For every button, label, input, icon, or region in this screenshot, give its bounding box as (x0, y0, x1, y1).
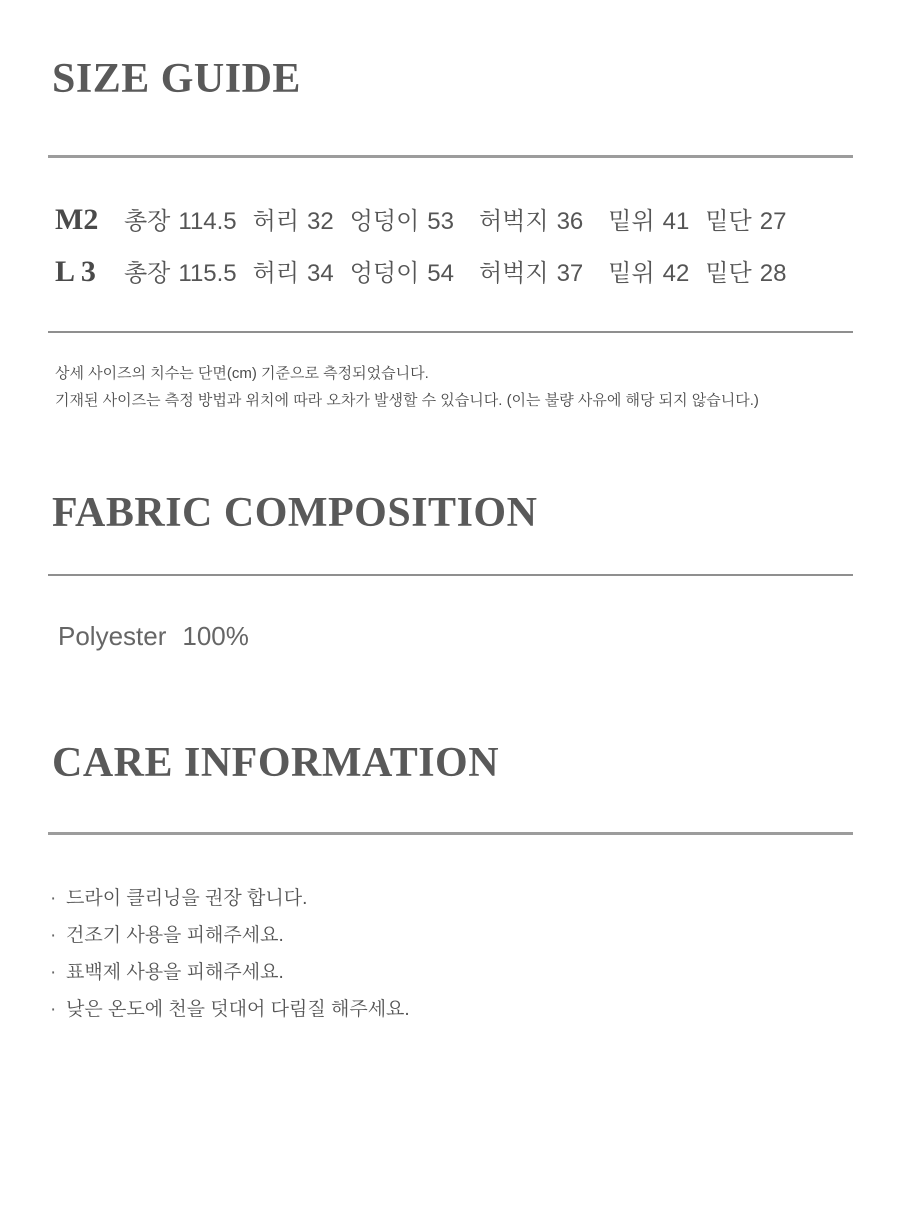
table-row (48, 203, 853, 239)
measurement (608, 205, 689, 239)
measurement-value: 115.5 (178, 260, 237, 287)
measurement-name: 엉덩이 (349, 208, 420, 235)
bullet-dot: · (50, 925, 57, 946)
size-label: L 3 (55, 255, 96, 288)
list-item (50, 887, 853, 911)
size-table (48, 203, 853, 291)
care-instruction: 표백제 사용을 피해주세요. (66, 962, 284, 983)
measurement-name: 허벅지 (479, 208, 549, 235)
measurement (705, 205, 786, 239)
measurement-value: 27 (759, 208, 787, 235)
care-instruction-list (48, 887, 853, 1022)
divider (48, 331, 853, 333)
bullet-dot: · (50, 962, 57, 983)
measurement (479, 205, 583, 239)
size-guide-notes (48, 360, 853, 414)
divider (48, 832, 853, 835)
measurement (124, 205, 237, 239)
fabric-composition-title: FABRIC COMPOSITION (52, 490, 538, 536)
fabric-composition-value (48, 620, 853, 652)
size-measurements (124, 257, 786, 291)
care-information-title: CARE INFORMATION (52, 740, 500, 786)
measurement-name: 허리 (252, 260, 300, 287)
measurement-value: 37 (556, 260, 584, 287)
list-item (50, 924, 853, 948)
size-label: M2 (55, 203, 99, 236)
divider (48, 155, 853, 158)
measurement-value: 41 (662, 208, 690, 235)
measurement-name: 밑단 (705, 208, 752, 235)
measurement (350, 205, 454, 239)
measurement-name: 총장 (124, 260, 171, 287)
measurement (608, 257, 689, 291)
care-instruction: 건조기 사용을 피해주세요. (66, 925, 284, 946)
divider (48, 574, 853, 576)
measurement (705, 257, 786, 291)
measurement-value: 54 (427, 260, 454, 287)
measurement-name: 엉덩이 (349, 260, 420, 287)
size-measurements (124, 205, 786, 239)
measurement-name: 밑위 (608, 208, 655, 235)
measurement-value: 28 (759, 260, 787, 287)
measurement-value: 36 (556, 208, 584, 235)
measurement-name: 허리 (252, 208, 300, 235)
bullet-dot: · (50, 888, 57, 909)
measurement-name: 밑단 (705, 260, 752, 287)
note-line: 상세 사이즈의 치수는 단면(cm) 기준으로 측정되었습니다. (55, 365, 429, 382)
measurement (479, 257, 583, 291)
measurement (253, 205, 334, 239)
product-detail-page (0, 58, 901, 1022)
measurement-value: 32 (307, 208, 334, 235)
care-instruction: 낮은 온도에 천을 덧대어 다림질 해주세요. (66, 999, 410, 1020)
list-item (50, 961, 853, 985)
measurement-value: 53 (427, 208, 454, 235)
measurement-name: 밑위 (608, 260, 655, 287)
measurement-value: 34 (307, 260, 334, 287)
measurement (124, 257, 237, 291)
fabric-percentage: 100% (182, 621, 249, 651)
measurement (253, 257, 334, 291)
measurement-name: 총장 (124, 208, 171, 235)
note-line: 기재된 사이즈는 측정 방법과 위치에 따라 오차가 발생할 수 있습니다. (이는 불량 사유에 해당 되지 않습니다.) (55, 392, 759, 409)
measurement-value: 114.5 (178, 208, 237, 235)
fabric-material: Polyester (58, 621, 167, 651)
bullet-dot: · (50, 999, 57, 1020)
measurement-name: 허벅지 (479, 260, 549, 287)
size-guide-title: SIZE GUIDE (52, 56, 301, 102)
care-instruction: 드라이 클리닝을 권장 합니다. (66, 888, 308, 909)
list-item (50, 998, 853, 1022)
measurement (350, 257, 454, 291)
table-row (48, 255, 853, 291)
measurement-value: 42 (662, 260, 690, 287)
